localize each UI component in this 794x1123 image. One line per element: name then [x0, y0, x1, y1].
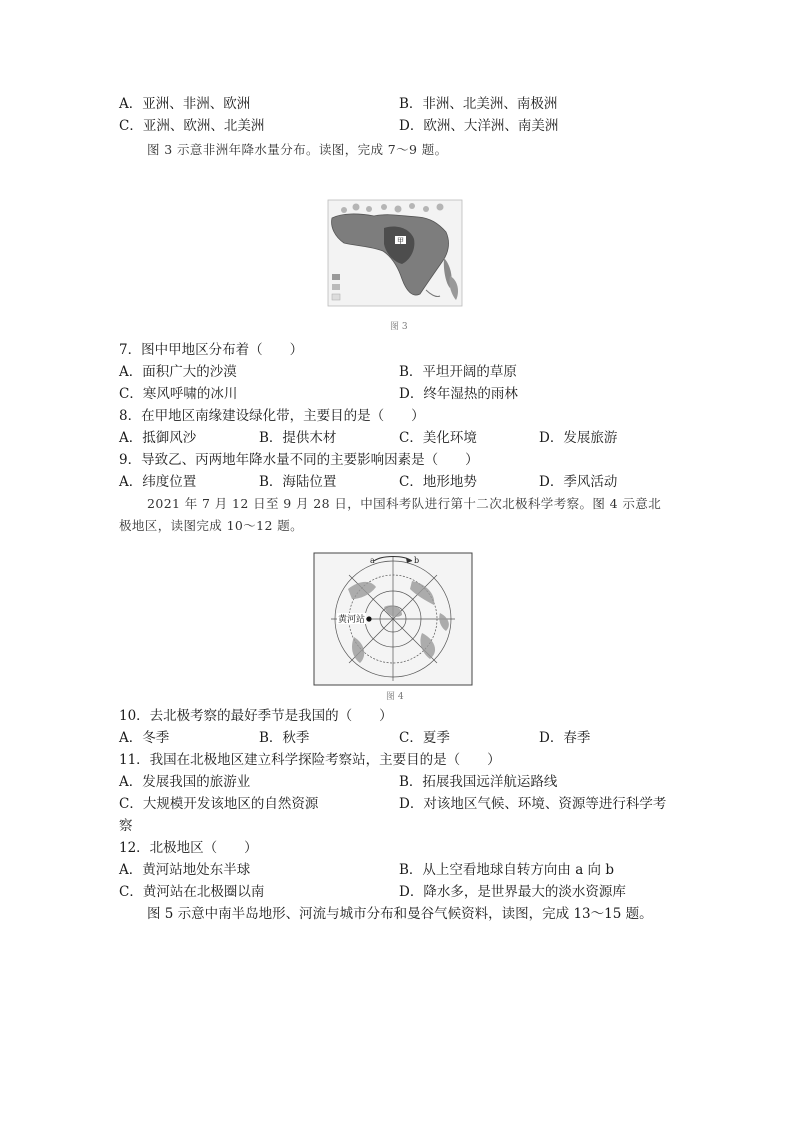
q6-option-d: D．欧洲、大洋洲、南美洲 [399, 118, 559, 134]
q10-option-c: C．夏季 [399, 730, 450, 746]
q7-option-b: B．平坦开阔的草原 [399, 364, 517, 380]
q11-options-row2 [119, 794, 699, 814]
intro-fig3: 图 3 示意非洲年降水量分布。读图，完成 7～9 题。 [147, 142, 448, 157]
q12-stem: 12．北极地区（ ） [119, 840, 258, 856]
q9-option-b: B．海陆位置 [259, 474, 337, 490]
huanghe-station-label: 黄河站 [338, 615, 366, 625]
q8-option-d: D．发展旅游 [539, 430, 618, 446]
q12-options-row1 [119, 860, 699, 880]
q11-option-a: A．发展我国的旅游业 [119, 774, 251, 790]
q12-option-b: B．从上空看地球自转方向由 a 向 b [399, 862, 614, 878]
label-a: a [370, 556, 375, 565]
q6-options-row2 [119, 116, 699, 136]
q10-stem: 10．去北极考察的最好季节是我国的（ ） [119, 708, 393, 724]
q7-option-c: C．寒风呼啸的冰川 [119, 386, 238, 402]
q10-option-d: D．春季 [539, 730, 591, 746]
q11-option-d-wrap: 察 [119, 818, 133, 834]
q8-option-a: A．抵御风沙 [119, 430, 197, 446]
q6-option-b: B．非洲、北美洲、南极洲 [399, 96, 558, 112]
intro-fig4-line1: 2021 年 7 月 12 日至 9 月 28 日，中国科考队进行第十二次北极科学考察。图 4 示意北 [147, 496, 662, 511]
fig4-caption: 图 4 [386, 692, 404, 702]
intro-fig4-line2: 极地区，读图完成 10～12 题。 [119, 518, 304, 533]
q9-options [119, 472, 699, 492]
africa-precipitation-map [326, 166, 466, 334]
q9-option-c: C．地形地势 [399, 474, 477, 490]
q12-option-a: A．黄河站地处东半球 [119, 862, 251, 878]
q7-stem: 7．图中甲地区分布着（ ） [119, 342, 304, 358]
q7-option-a: A．面积广大的沙漠 [119, 364, 237, 380]
q10-option-a: A．冬季 [119, 730, 170, 746]
q9-stem: 9．导致乙、丙两地年降水量不同的主要影响因素是（ ） [119, 452, 479, 468]
q11-options-row1 [119, 772, 699, 792]
q9-option-d: D．季风活动 [539, 474, 618, 490]
q6-option-c: C．亚洲、欧洲、北美洲 [119, 118, 265, 134]
q12-option-d: D．降水多，是世界最大的淡水资源库 [399, 884, 626, 900]
q12-options-row2 [119, 882, 699, 902]
q6-option-a: A．亚洲、非洲、欧洲 [119, 96, 251, 112]
label-jia: 甲 [397, 237, 404, 245]
q7-options-row2 [119, 384, 699, 404]
q8-stem: 8．在甲地区南缘建设绿化带，主要目的是（ ） [119, 408, 425, 424]
q8-options [119, 428, 699, 448]
q8-option-c: C．美化环境 [399, 430, 477, 446]
q9-option-a: A．纬度位置 [119, 474, 197, 490]
q11-option-d: D．对该地区气候、环境、资源等进行科学考 [399, 796, 667, 812]
arctic-polar-map [310, 547, 476, 707]
q8-option-b: B．提供木材 [259, 430, 337, 446]
intro-fig5: 图 5 示意中南半岛地形、河流与城市分布和曼谷气候资料，读图，完成 13～15 题。 [147, 906, 653, 922]
fig3-caption: 图 3 [390, 322, 408, 332]
q10-option-b: B．秋季 [259, 730, 310, 746]
q10-options [119, 728, 699, 748]
q7-option-d: D．终年湿热的雨林 [399, 386, 518, 402]
q7-options-row1 [119, 362, 699, 382]
q11-option-b: B．拓展我国远洋航运路线 [399, 774, 558, 790]
q11-stem: 11．我国在北极地区建立科学探险考察站，主要目的是（ ） [119, 752, 501, 768]
huanghe-station-marker [366, 616, 371, 621]
q11-option-c: C．大规模开发该地区的自然资源 [119, 796, 319, 812]
q12-option-c: C．黄河站在北极圈以南 [119, 884, 265, 900]
q6-options-row1 [119, 94, 699, 114]
label-b: b [414, 556, 420, 565]
